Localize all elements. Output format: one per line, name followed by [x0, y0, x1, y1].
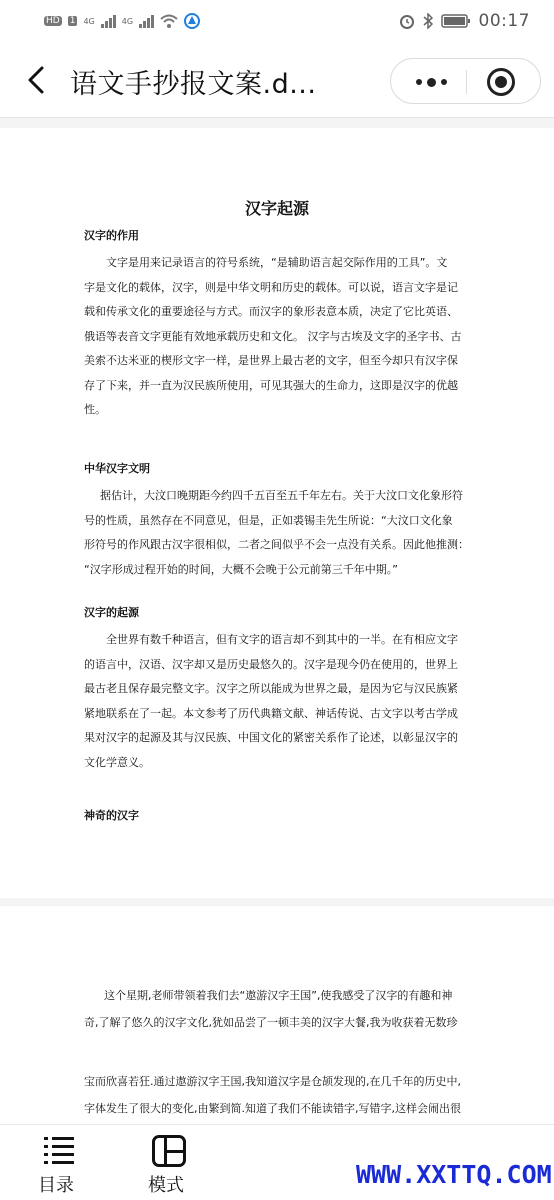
text-line: 这个星期,老师带领着我们去“遨游汉字王国”,使我感受了汉字的有趣和神: [104, 989, 453, 1002]
text-line: 最古老且保存最完整文字。汉字之所以能成为世界之最，是因为它与汉民族紧: [84, 682, 458, 695]
mode-layout-icon: [152, 1135, 186, 1167]
text-line: 全世界有数千种语言，但有文字的语言却不到其中的一半。在有相应文字: [106, 633, 458, 646]
app-notification-icon: [184, 13, 200, 29]
text-line: 字体发生了很大的变化,由繁到简.知道了我们不能读错字,写错字,这样会闹出很: [84, 1102, 461, 1115]
text-line: 载和传承文化的重要途径与方式。而汉字的象形表意本质，决定了它比英语、: [84, 305, 458, 318]
page2-paragraph-1: [84, 982, 474, 1036]
back-arrow-icon[interactable]: [22, 62, 52, 98]
text-line: 果对汉字的起源及其与汉民族、中国文化的紧密关系作了论述，以彰显汉字的: [84, 731, 458, 744]
text-line: 形符号的作风跟古汉字很相似，二者之间似乎不会一点没有关系。因此他推测：: [84, 538, 469, 551]
mode-button[interactable]: [134, 1133, 198, 1199]
text-line: 宝而欣喜若狂.通过遨游汉字王国,我知道汉字是仓颉发现的,在几千年的历史中,: [84, 1075, 461, 1088]
site-watermark: WWW.XXTTQ.COM: [356, 1160, 552, 1189]
section-heading: 神奇的汉字: [84, 809, 139, 822]
toc-label: 目录: [38, 1175, 74, 1196]
text-line: 美索不达米亚的楔形文字一样，是世界上最古老的文字，但至今却只有汉字保: [84, 354, 458, 367]
text-line: 字是文化的载体，汉字，则是中华文明和历史的载体。可以说，语言文字是记: [84, 280, 458, 294]
signal-icon-1: [101, 14, 116, 28]
wifi-icon: [160, 14, 178, 28]
capsule-divider: [466, 70, 467, 94]
document-title: 汉字起源: [244, 199, 309, 218]
section-paragraph: [84, 251, 474, 423]
network-label-2: 4G: [121, 16, 134, 26]
text-line: 的语言中，汉语、汉字却又是历史最悠久的。汉字是现今仍在使用的，世界上: [84, 657, 458, 671]
toc-list-icon: [44, 1137, 74, 1163]
page2-paragraph-2: [84, 1068, 474, 1122]
text-line: 据估计，大汶口晚期距今约四千五百至五千年左右。关于大汶口文化象形符: [100, 489, 463, 502]
text-line: 文化学意义。: [84, 755, 150, 769]
bluetooth-icon: [423, 13, 433, 29]
hd-badge: HD: [46, 16, 60, 26]
text-line: 存了下来，并一直为汉民族所使用，可见其强大的生命力，这即是汉字的优越: [84, 378, 458, 392]
close-target-icon[interactable]: [487, 68, 515, 96]
more-dot: [427, 78, 436, 87]
network-label-1: 4G: [83, 16, 95, 26]
section-heading: 中华汉字文明: [84, 462, 150, 475]
mini-program-capsule: [390, 58, 541, 104]
section-heading: 汉字的起源: [84, 606, 139, 619]
section-paragraph: [84, 484, 474, 582]
text-line: “汉字形成过程开始的时间，大概不会晚于公元前第三千年中期。”: [84, 562, 398, 576]
page-title: 语文手抄报文案.d...: [70, 69, 317, 100]
text-line: 奇,了解了悠久的汉字文化,犹如品尝了一顿丰美的汉字大餐,我为收获着无数珍: [84, 1016, 458, 1029]
signal-icon-2: [139, 14, 154, 28]
more-menu-icon[interactable]: [411, 69, 451, 95]
text-line: 文字是用来记录语言的符号系统，“是辅助语言起交际作用的工具”。文: [106, 256, 448, 269]
toc-button[interactable]: [24, 1133, 88, 1199]
battery-icon: [441, 13, 471, 29]
status-left: [44, 13, 200, 29]
section-paragraph: [84, 628, 474, 775]
status-right: [399, 11, 531, 31]
text-line: 号的性质，虽然存在不同意见，但是，正如裘锡圭先生所说：“大汶口文化象: [84, 513, 453, 527]
more-dot: [441, 79, 447, 85]
nav-bar: [0, 42, 554, 118]
text-line: 紧地联系在了一起。本文参考了历代典籍文献、神话传说、古文字以考古学成: [84, 706, 458, 720]
status-bar: [0, 0, 554, 42]
status-time: 00:17: [478, 11, 530, 31]
text-line: 俄语等表音文字更能有效地承载历史和文化。 汉字与古埃及文字的圣字书、古: [84, 329, 462, 343]
sim-badge: 1: [69, 16, 76, 26]
text-line: 性。: [84, 403, 106, 416]
alarm-icon: [399, 13, 415, 29]
mode-label: 模式: [148, 1175, 184, 1196]
section-heading: 汉字的作用: [84, 229, 139, 242]
more-dot: [416, 79, 422, 85]
